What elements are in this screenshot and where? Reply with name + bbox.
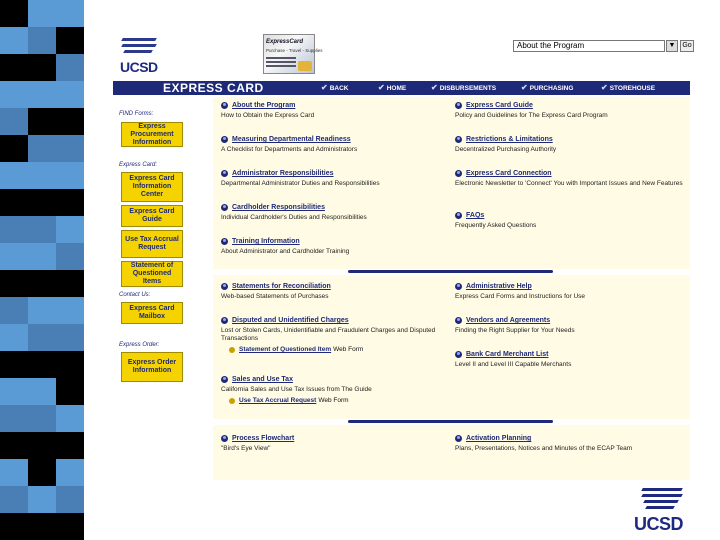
bullet-icon [221,136,228,143]
main-content [213,97,690,480]
item-link[interactable] [221,170,446,177]
stripe-cell [28,0,56,27]
stripe-cell [56,27,84,54]
stripe-cell [0,324,28,351]
stripe-row [0,189,84,216]
card-chip-icon [298,61,312,71]
stripe-cell [0,432,28,459]
bullet-icon [221,376,228,383]
title-bar [113,81,690,95]
bullet-icon [229,347,235,353]
item-title[interactable]: Process Flowchart [232,435,295,442]
item-link[interactable] [455,170,685,177]
stripe-cell [0,243,28,270]
item-link[interactable] [455,136,685,143]
item-description: Decentralized Purchasing Authority [455,146,557,153]
bullet-icon [229,398,235,404]
item-description: Finding the Right Supplier for Your Needs [455,327,575,334]
item-link[interactable] [221,204,446,211]
logo-wing-icon [641,494,683,497]
stripe-cell [56,0,84,27]
stripe-cell [0,405,28,432]
sidebar-label-find-forms: FIND Forms: [119,111,154,117]
item-faqs [455,212,685,230]
bullet-icon [221,204,228,211]
stripe-cell [0,486,28,513]
sub-link-row [221,346,449,353]
stripe-cell [0,216,28,243]
bullet-icon [221,435,228,442]
stripe-row [0,324,84,351]
logo-wing-icon [121,38,157,41]
bullet-icon [455,351,462,358]
stripe-cell [28,432,56,459]
item-training [221,238,446,256]
sidebar-label-contact-us: Contact Us: [119,292,151,298]
express-card-image [263,34,323,74]
logo-text: UCSD [634,514,684,534]
item-link[interactable] [455,102,685,109]
item-link[interactable] [455,351,685,358]
item-link[interactable] [455,317,685,324]
stripe-cell [28,243,56,270]
card-brand: ExpressCard [266,39,304,45]
item-card-guide [455,102,685,120]
logo-wing-icon [645,506,675,509]
bullet-icon [221,238,228,245]
sidebar-label-express-card: Express Card: [119,162,158,168]
card-lines: Purchase - Travel - Supplies [266,48,323,53]
logo-wing-icon [641,488,683,491]
stripe-cell [28,189,56,216]
bullet-icon [221,170,228,177]
item-description: "Bird's Eye View" [221,445,271,452]
stripe-row [0,0,84,27]
bullet-icon [455,212,462,219]
stripe-cell [56,486,84,513]
stripe-row [0,405,84,432]
stripe-cell [28,54,56,81]
nav-label: PURCHASING [529,85,574,92]
item-description: Express Card Forms and Instructions for Use [455,293,586,300]
item-title[interactable]: About the Program [232,102,296,109]
item-process-flowchart [221,435,446,453]
sidebar-button-card-guide[interactable]: Express Card Guide [121,205,183,227]
sidebar-button-use-tax[interactable]: Use Tax Accrual Request [121,230,183,258]
page-title: EXPRESS CARD [163,81,264,95]
item-description: Web-based Statements of Purchases [221,293,329,300]
ucsd-logo-corner [630,484,690,534]
stripe-cell [28,324,56,351]
stripe-cell [56,405,84,432]
section-divider [348,270,553,273]
stripe-cell [56,54,84,81]
stripe-cell [28,27,56,54]
sidebar-button-info-center[interactable]: Express Card Information Center [121,172,183,202]
nav-label: HOME [386,85,407,92]
stripe-cell [28,81,56,108]
stripe-row [0,432,84,459]
item-title[interactable]: Training Information [232,238,300,245]
nav-disbursements[interactable] [431,83,496,94]
stripe-cell [56,108,84,135]
item-description: Frequently Asked Questions [455,222,537,229]
stripe-cell [0,108,28,135]
item-description: Lost or Stolen Cards, Unidentifiable and Fraudulent Charges and Disputed Transactions [221,327,436,342]
item-merchant-list [455,351,685,369]
stripe-row [0,270,84,297]
section-divider [348,420,553,423]
checkmark-icon: ✔ [601,83,608,92]
item-title[interactable]: Bank Card Merchant List [466,351,549,358]
item-title[interactable]: Administrative Help [466,283,532,290]
bullet-icon [455,170,462,177]
item-title[interactable]: Cardholder Responsibilities [232,204,325,211]
page-select[interactable]: About the Program [513,40,665,52]
stripe-row [0,351,84,378]
bullet-icon [455,136,462,143]
stripe-cell [56,351,84,378]
item-description: A Checklist for Departments and Administrators [221,146,358,153]
item-link[interactable] [455,283,685,290]
sidebar-button-statement-questioned[interactable]: Statement of Questioned Items [121,261,183,287]
stripe-cell [56,189,84,216]
logo-text: UCSD [120,59,158,75]
stripe-cell [28,216,56,243]
item-restrictions [455,136,685,154]
nav-label: DISBURSEMENTS [439,85,497,92]
sidebar-button-express-order[interactable]: Express Order Information [121,352,183,382]
bullet-icon [455,435,462,442]
item-title[interactable]: Statements for Reconciliation [232,283,331,290]
stripe-cell [56,81,84,108]
item-description: How to Obtain the Express Card [221,112,315,119]
item-title[interactable]: Measuring Departmental Readiness [232,136,351,143]
item-title[interactable]: Disputed and Unidentified Charges [232,317,349,324]
stripe-cell [28,405,56,432]
stripe-row [0,108,84,135]
bullet-icon [221,283,228,290]
stripe-cell [56,378,84,405]
stripe-cell [0,297,28,324]
item-link[interactable] [221,136,446,143]
sidebar-label-express-order: Express Order: [119,342,160,348]
item-title[interactable]: Vendors and Agreements [466,317,551,324]
item-link[interactable] [221,238,446,245]
item-link[interactable] [221,435,446,442]
ucsd-logo[interactable] [118,34,160,74]
item-link[interactable] [221,376,449,383]
stripe-cell [56,297,84,324]
sub-link-suffix: Web Form [333,346,364,353]
item-administrative-help [455,283,685,301]
sidebar-button-express-procurement[interactable]: Express Procurement Information [121,122,183,147]
stripe-cell [28,270,56,297]
item-title[interactable]: Restrictions & Limitations [466,136,553,143]
browser-page [113,28,690,480]
nav-purchasing[interactable] [521,83,573,94]
logo-wing-icon [643,500,679,503]
item-disputed-charges [221,317,449,353]
checkmark-icon: ✔ [378,83,385,92]
item-description: Individual Cardholder's Duties and Responsibilities [221,214,367,221]
go-button[interactable]: Go [680,40,694,52]
stripe-cell [0,27,28,54]
item-title[interactable]: Sales and Use Tax [232,376,293,383]
checkmark-icon: ✔ [431,83,438,92]
stripe-row [0,81,84,108]
stripe-cell [0,459,28,486]
stripe-cell [0,0,28,27]
stripe-cell [0,270,28,297]
logo-wing-icon [123,50,153,53]
stripe-cell [0,135,28,162]
stripe-cell [56,432,84,459]
bullet-icon [455,283,462,290]
item-statements-reconciliation [221,283,446,301]
stripe-row [0,486,84,513]
item-title[interactable]: Express Card Connection [466,170,552,177]
card-stripes [266,57,296,59]
stripe-cell [56,513,84,540]
stripe-cell [28,486,56,513]
checkmark-icon: ✔ [321,83,328,92]
stripe-cell [0,162,28,189]
stripe-cell [28,135,56,162]
item-link[interactable] [221,102,446,109]
nav-storehouse[interactable] [601,83,655,94]
item-sales-use-tax [221,376,449,404]
stripe-cell [28,459,56,486]
stripe-row [0,459,84,486]
stripe-row [0,513,84,540]
stripe-row [0,297,84,324]
stripe-row [0,162,84,189]
nav-home[interactable] [378,83,406,94]
stripe-cell [56,459,84,486]
header [113,28,690,81]
sidebar-button-mailbox[interactable]: Express Card Mailbox [121,302,183,324]
chevron-down-icon[interactable]: ▼ [666,40,678,52]
sub-link-suffix: Web Form [318,397,349,404]
bullet-icon [221,102,228,109]
item-description: Policy and Guidelines for The Express Card Program [455,112,608,119]
item-description: Electronic Newsletter to 'Connect' You with Important Issues and New Features [455,180,683,187]
use-tax-accrual-link[interactable]: Use Tax Accrual Request [239,397,317,404]
stripe-cell [56,324,84,351]
item-about-program [221,102,446,120]
item-link[interactable] [221,317,449,324]
item-link[interactable] [221,283,446,290]
nav-label: STOREHOUSE [609,85,656,92]
item-title[interactable]: Administrator Responsibilities [232,170,334,177]
bullet-icon [455,102,462,109]
sidebar [113,97,195,480]
stripe-cell [56,135,84,162]
item-title[interactable]: Activation Planning [466,435,532,442]
stripe-cell [28,108,56,135]
item-link[interactable] [455,212,685,219]
stripe-cell [0,513,28,540]
sub-link-row [221,397,449,404]
stripe-cell [28,513,56,540]
stripe-cell [0,378,28,405]
stripe-cell [56,162,84,189]
logo-wing-icon [121,44,157,47]
item-description: Level II and Level III Capable Merchants [455,361,572,368]
nav-back[interactable] [321,83,348,94]
stripe-cell [28,351,56,378]
checkmark-icon: ✔ [521,83,528,92]
item-card-connection [455,170,685,188]
item-title[interactable]: Express Card Guide [466,102,533,109]
stripe-cell [56,270,84,297]
item-cardholder-responsibilities [221,204,446,222]
item-link[interactable] [455,435,685,442]
stripe-cell [28,162,56,189]
stripe-row [0,54,84,81]
stripe-cell [56,243,84,270]
stripe-cell [0,81,28,108]
decorative-stripe [0,0,84,540]
stripe-cell [0,54,28,81]
bullet-icon [455,317,462,324]
stripe-row [0,378,84,405]
item-description: Plans, Presentations, Notices and Minutes of the ECAP Team [455,445,633,452]
item-vendors-agreements [455,317,685,335]
stripe-row [0,243,84,270]
stripe-cell [56,216,84,243]
stripe-row [0,27,84,54]
item-administrator-responsibilities [221,170,446,188]
stripe-cell [28,297,56,324]
item-departmental-readiness [221,136,446,154]
item-description: California Sales and Use Tax Issues from The Guide [221,386,372,393]
item-activation-planning [455,435,685,453]
statement-questioned-link[interactable]: Statement of Questioned Item [239,346,332,353]
bullet-icon [221,317,228,324]
stripe-cell [28,378,56,405]
stripe-cell [0,351,28,378]
stripe-cell [0,189,28,216]
nav-label: BACK [329,85,349,92]
item-description: Departmental Administrator Duties and Responsibilities [221,180,380,187]
item-description: About Administrator and Cardholder Training [221,248,350,255]
stripe-row [0,216,84,243]
stripe-row [0,135,84,162]
item-title[interactable]: FAQs [466,212,485,219]
